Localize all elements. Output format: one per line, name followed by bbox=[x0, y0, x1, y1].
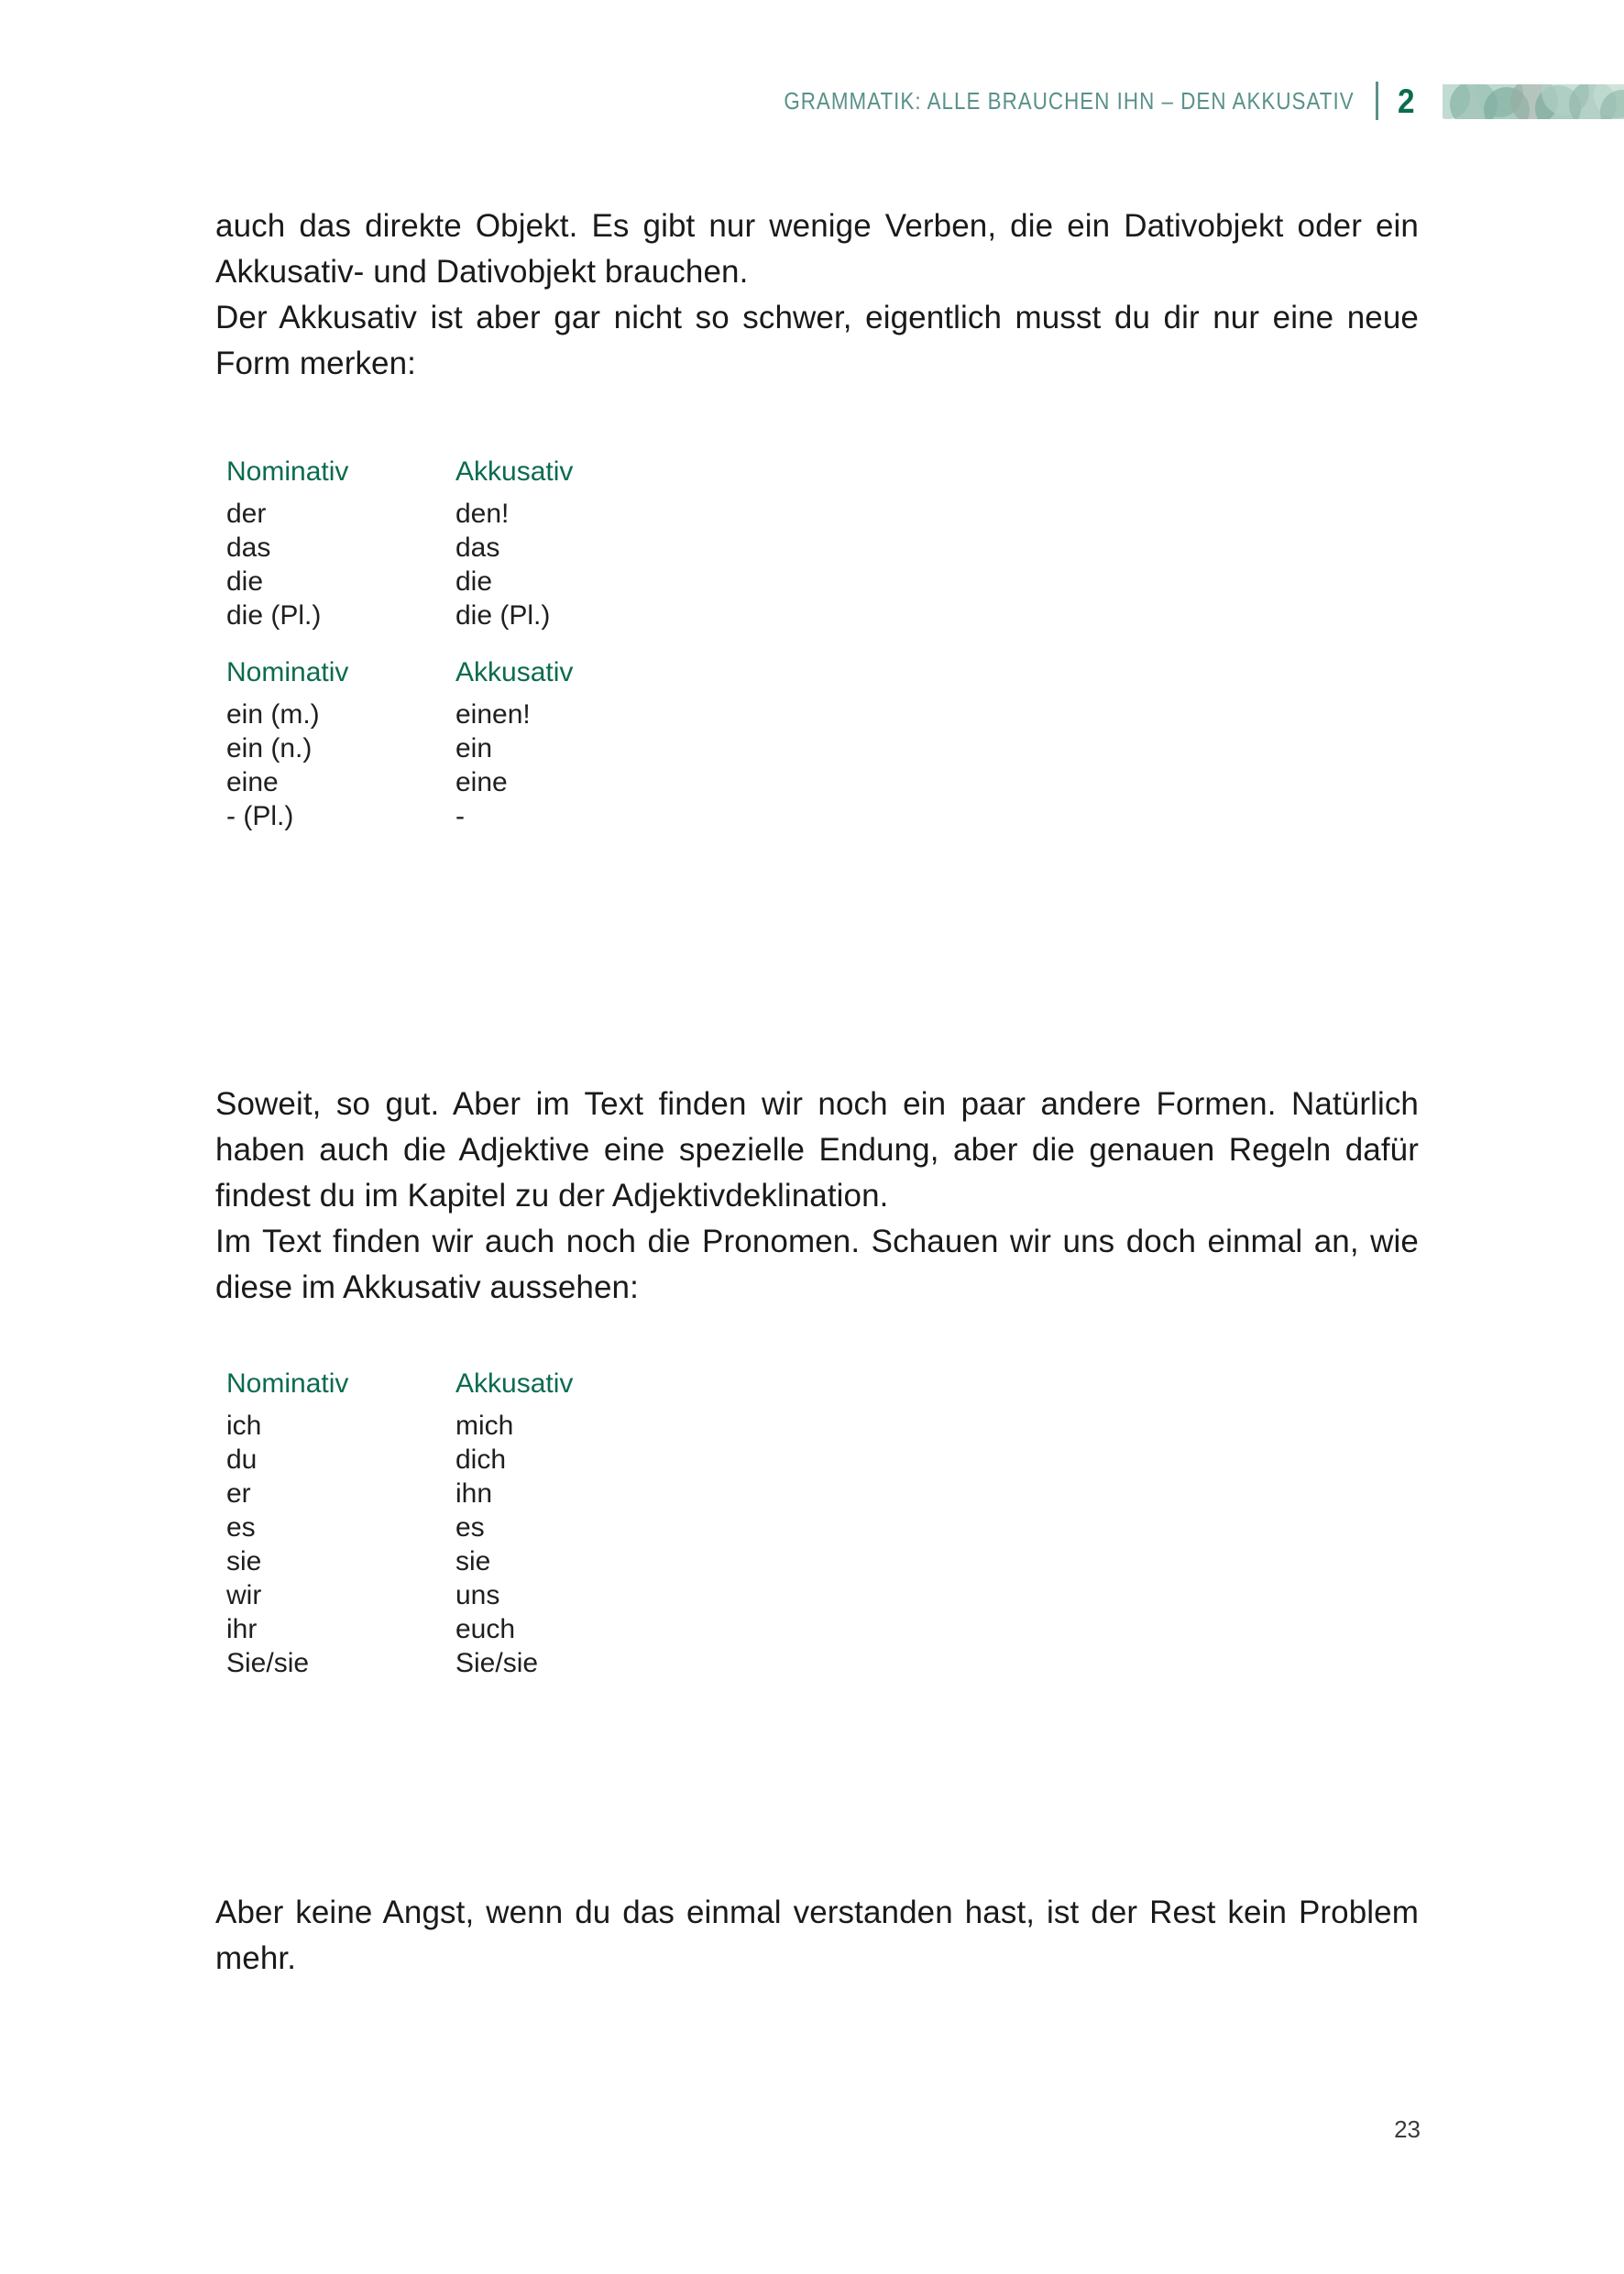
cell-nominativ: ihr bbox=[226, 1614, 258, 1644]
table-indefinite-articles bbox=[226, 654, 795, 833]
table-row bbox=[226, 1477, 795, 1511]
column-header-nominativ: Nominativ bbox=[226, 456, 349, 487]
cell-akkusativ: dich bbox=[455, 1445, 507, 1475]
table-row bbox=[226, 1511, 795, 1544]
table-row bbox=[226, 497, 795, 531]
table-row bbox=[226, 531, 795, 565]
table-row bbox=[226, 1578, 795, 1612]
column-header-akkusativ: Akkusativ bbox=[455, 657, 574, 687]
cell-nominativ: er bbox=[226, 1478, 251, 1509]
paragraph-intro-2: Der Akkusativ ist aber gar nicht so schwer, eigentlich musst du dir nur eine neue Form merken: bbox=[215, 300, 1419, 381]
cell-akkusativ: - bbox=[455, 801, 465, 831]
table-row bbox=[226, 599, 795, 632]
header-divider-rule bbox=[1376, 82, 1378, 120]
column-header-akkusativ: Akkusativ bbox=[455, 456, 574, 487]
cell-akkusativ: das bbox=[455, 533, 500, 563]
cell-nominativ: das bbox=[226, 533, 271, 563]
cell-nominativ: ich bbox=[226, 1411, 262, 1441]
table-row bbox=[226, 799, 795, 833]
cell-akkusativ: den! bbox=[455, 499, 510, 529]
cell-nominativ: - (Pl.) bbox=[226, 801, 294, 831]
column-header-nominativ: Nominativ bbox=[226, 1368, 349, 1399]
cell-akkusativ: eine bbox=[455, 767, 508, 797]
table-row bbox=[226, 1612, 795, 1646]
leaf-circle-band-icon bbox=[1443, 84, 1624, 119]
paragraph-intro: auch das direkte Objekt. Es gibt nur wenige Verben, die ein Dativobjekt oder ein Akkusativ- und Dativobjekt brauchen. bbox=[215, 208, 1419, 290]
cell-akkusativ: euch bbox=[455, 1614, 516, 1644]
table-row bbox=[226, 698, 795, 731]
cell-nominativ: ein (m.) bbox=[226, 699, 320, 730]
table-body-pronouns bbox=[226, 1409, 795, 1680]
table-row bbox=[226, 1443, 795, 1477]
cell-nominativ: der bbox=[226, 499, 267, 529]
table-row bbox=[226, 1409, 795, 1443]
running-header-title: GRAMMATIK: ALLE BRAUCHEN IHN – DEN AKKUSATIV bbox=[784, 86, 1355, 115]
cell-nominativ: du bbox=[226, 1445, 258, 1475]
running-header bbox=[215, 75, 1416, 126]
paragraph-mid-2: Im Text finden wir auch noch die Pronomen. Schauen wir uns doch einmal an, wie diese im Akkusativ aussehen: bbox=[215, 1224, 1419, 1305]
table-row bbox=[226, 765, 795, 799]
table-row bbox=[226, 565, 795, 599]
cell-akkusativ: einen! bbox=[455, 699, 531, 730]
cell-nominativ: eine bbox=[226, 767, 279, 797]
table-row bbox=[226, 731, 795, 765]
table-body-definite-articles bbox=[226, 497, 795, 632]
cell-akkusativ: die (Pl.) bbox=[455, 600, 551, 631]
cell-nominativ: es bbox=[226, 1512, 256, 1543]
cell-nominativ: die bbox=[226, 566, 264, 597]
paragraph-outro: Aber keine Angst, wenn du das einmal verstanden hast, ist der Rest kein Problem mehr. bbox=[215, 1895, 1419, 1976]
table-body-indefinite-articles bbox=[226, 698, 795, 833]
table-header-row bbox=[226, 1366, 795, 1409]
cell-akkusativ: ein bbox=[455, 733, 493, 763]
cell-akkusativ: sie bbox=[455, 1546, 491, 1576]
cell-akkusativ: die bbox=[455, 566, 493, 597]
table-row bbox=[226, 1544, 795, 1578]
cell-akkusativ: ihn bbox=[455, 1478, 493, 1509]
column-header-akkusativ: Akkusativ bbox=[455, 1368, 574, 1399]
cell-nominativ: die (Pl.) bbox=[226, 600, 322, 631]
table-header-row bbox=[226, 654, 795, 698]
page-number: 23 bbox=[1394, 2115, 1421, 2143]
cell-akkusativ: uns bbox=[455, 1580, 500, 1610]
table-definite-articles bbox=[226, 454, 795, 632]
intro-paragraph-block bbox=[215, 203, 1419, 387]
table-pronouns bbox=[226, 1366, 795, 1680]
paragraph-mid-1: Soweit, so gut. Aber im Text finden wir noch ein paar andere Formen. Natürlich haben auch die Adjektive eine spezielle Endung, aber die genauen Regeln dafür findest du im Kapitel zu der Adjektivdeklination. bbox=[215, 1086, 1419, 1214]
cell-nominativ: sie bbox=[226, 1546, 262, 1576]
cell-akkusativ: es bbox=[455, 1512, 485, 1543]
cell-nominativ: wir bbox=[226, 1580, 262, 1610]
cell-nominativ: Sie/sie bbox=[226, 1648, 310, 1678]
cell-akkusativ: mich bbox=[455, 1411, 514, 1441]
table-header-row bbox=[226, 454, 795, 497]
column-header-nominativ: Nominativ bbox=[226, 657, 349, 687]
cell-akkusativ: Sie/sie bbox=[455, 1648, 539, 1678]
outro-paragraph-block bbox=[215, 1890, 1419, 1982]
middle-paragraph-block bbox=[215, 1082, 1419, 1311]
cell-nominativ: ein (n.) bbox=[226, 733, 313, 763]
table-row bbox=[226, 1646, 795, 1680]
chapter-number: 2 bbox=[1398, 82, 1415, 120]
